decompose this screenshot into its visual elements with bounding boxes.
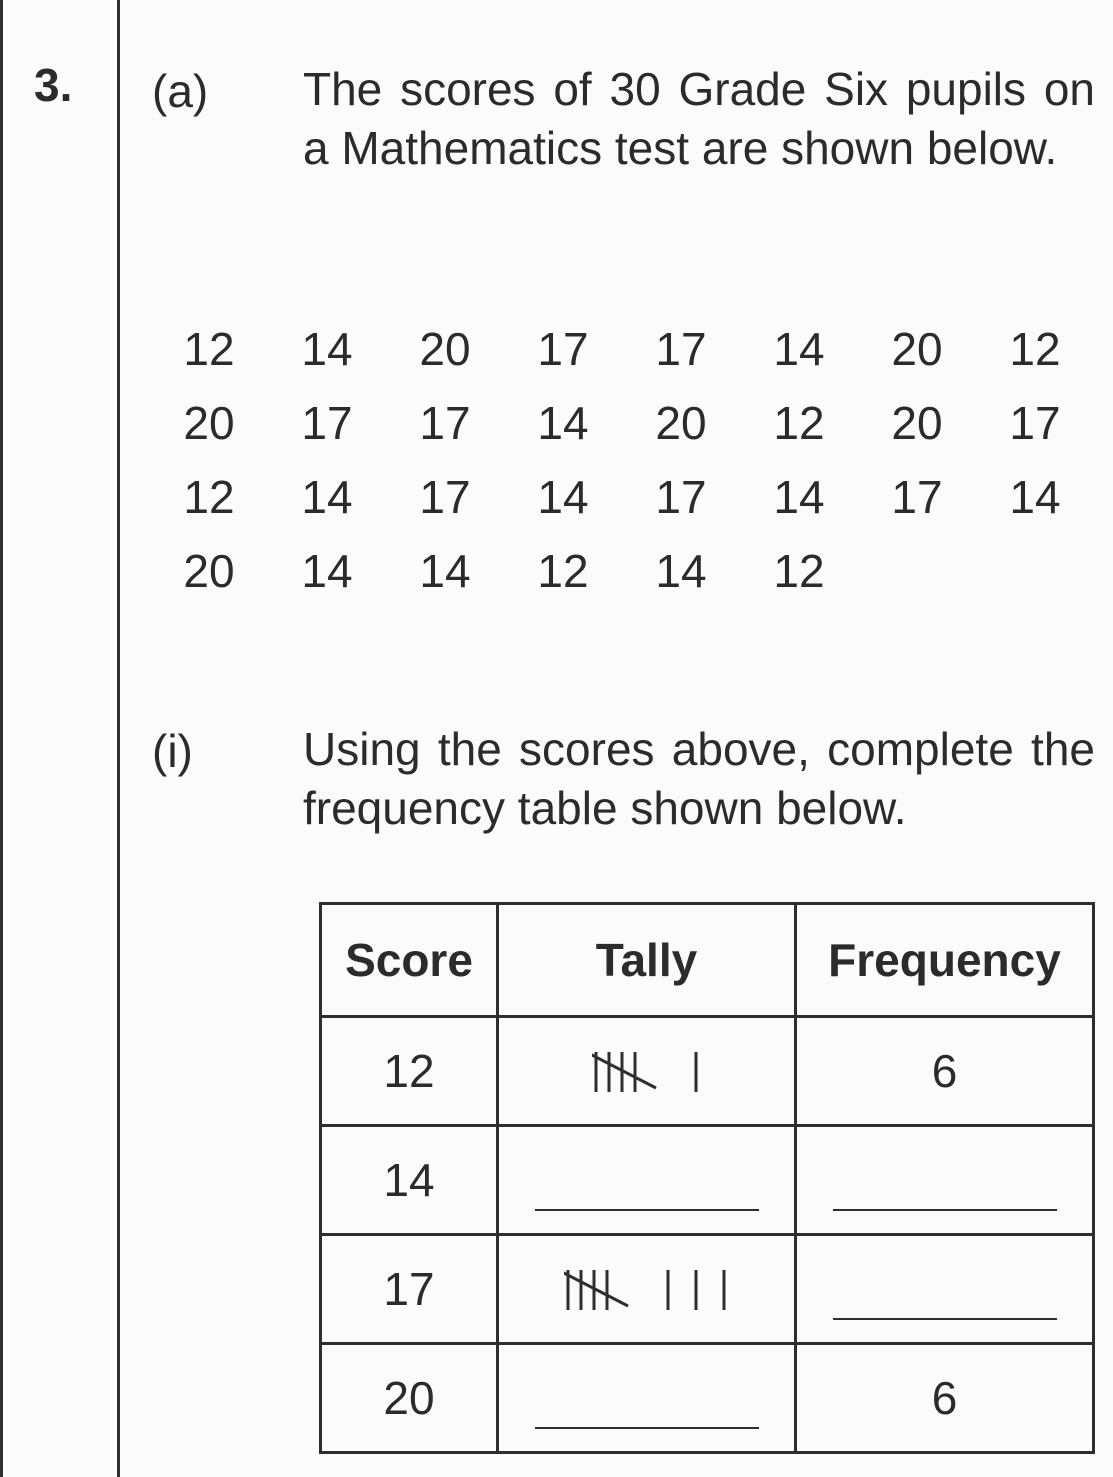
- part-a-label: (a): [152, 65, 209, 117]
- score-value: 20: [183, 545, 235, 597]
- score-value: 17: [891, 471, 943, 523]
- frequency-cell: 6: [796, 1017, 1094, 1126]
- frequency-answer-line[interactable]: [833, 1318, 1057, 1320]
- score-value: 14: [537, 471, 589, 523]
- score-value: 17: [655, 323, 707, 375]
- header-frequency: Frequency: [796, 904, 1094, 1017]
- tally-answer-line[interactable]: [535, 1209, 759, 1211]
- score-value: 14: [537, 397, 589, 449]
- tally-cell[interactable]: [498, 1344, 796, 1453]
- part-i-text: Using the scores above, complete the frequency table shown below.: [303, 723, 1095, 834]
- question-number-divider: [117, 0, 120, 1477]
- tally-answer-line[interactable]: [535, 1427, 759, 1429]
- score-value: 12: [183, 323, 235, 375]
- tally-marks-icon: [592, 1046, 702, 1096]
- score-value: 14: [301, 545, 353, 597]
- tally-stroke: [564, 1272, 628, 1306]
- frequency-cell[interactable]: [796, 1126, 1094, 1235]
- table-row: [321, 1017, 1094, 1126]
- score-value: 20: [419, 323, 471, 375]
- score-value: 14: [301, 471, 353, 523]
- header-tally: Tally: [498, 904, 796, 1017]
- tally-cell[interactable]: [498, 1126, 796, 1235]
- part-a-text: The scores of 30 Grade Six pupils on a Mathematics test are shown below.: [303, 63, 1095, 174]
- frequency-answer-line[interactable]: [833, 1209, 1057, 1211]
- frequency-cell: 6: [796, 1344, 1094, 1453]
- header-score: Score: [321, 904, 498, 1017]
- score-cell: 12: [321, 1017, 498, 1126]
- score-value: 12: [1009, 323, 1061, 375]
- part-i-label: (i): [152, 725, 193, 777]
- scores-grid: [150, 312, 1110, 608]
- score-value: 20: [655, 397, 707, 449]
- score-value: 12: [183, 471, 235, 523]
- question-number: 3.: [34, 59, 73, 111]
- score-value: 20: [183, 397, 235, 449]
- tally-cell: [498, 1235, 796, 1344]
- score-value: 17: [655, 471, 707, 523]
- tally-cell: [498, 1017, 796, 1126]
- tally-marks-icon: [564, 1264, 730, 1314]
- score-cell: 17: [321, 1235, 498, 1344]
- score-cell: 14: [321, 1126, 498, 1235]
- score-value: 12: [773, 545, 825, 597]
- score-value: 12: [773, 397, 825, 449]
- score-row: [150, 312, 1110, 386]
- score-value: 17: [1009, 397, 1061, 449]
- score-row: [150, 460, 1110, 534]
- tally-stroke: [592, 1054, 656, 1088]
- score-value: 17: [301, 397, 353, 449]
- score-value: 14: [1009, 471, 1061, 523]
- score-value: 17: [419, 397, 471, 449]
- score-value: 20: [891, 323, 943, 375]
- table-row: [321, 1235, 1094, 1344]
- score-value: 14: [773, 323, 825, 375]
- score-value: 14: [655, 545, 707, 597]
- score-value: 14: [419, 545, 471, 597]
- score-value: 14: [301, 323, 353, 375]
- table-row: [321, 1126, 1094, 1235]
- left-margin-line: [0, 0, 3, 1477]
- score-value: 17: [537, 323, 589, 375]
- score-value: 12: [537, 545, 589, 597]
- table-row: [321, 1344, 1094, 1453]
- score-value: 17: [419, 471, 471, 523]
- score-value: 20: [891, 397, 943, 449]
- score-value: 14: [773, 471, 825, 523]
- table-header-row: [321, 904, 1094, 1017]
- frequency-table: [319, 902, 1095, 1454]
- score-cell: 20: [321, 1344, 498, 1453]
- frequency-cell[interactable]: [796, 1235, 1094, 1344]
- score-row: [150, 386, 1110, 460]
- score-row: [150, 534, 1110, 608]
